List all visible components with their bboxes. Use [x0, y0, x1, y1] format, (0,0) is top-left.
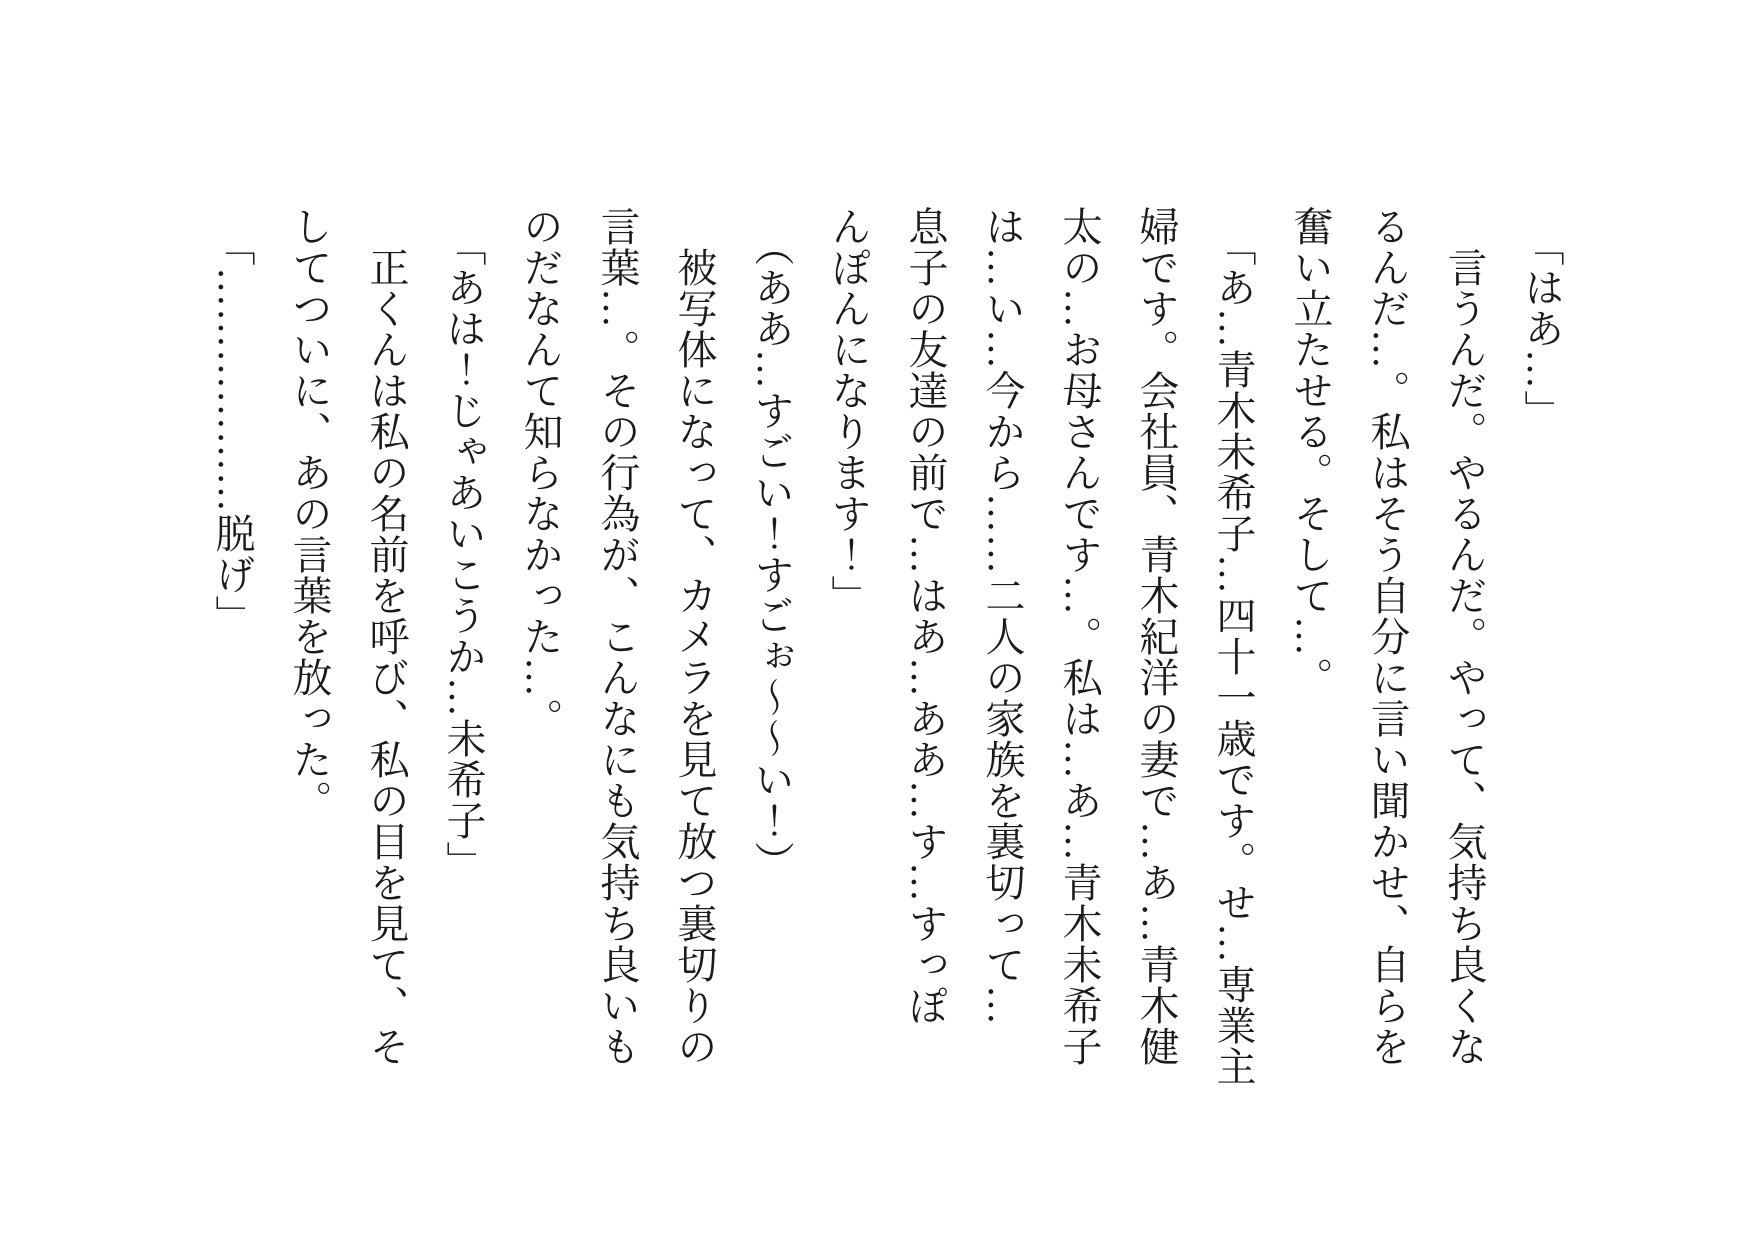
- text-line: 婦です。会社員、青木紀洋の妻で…あ…青木健: [1134, 206, 1179, 1067]
- vertical-text-block: [194, 206, 1580, 1086]
- text-line: 「あ…青木未希子…四十一歳です。せ…専業主: [1211, 226, 1256, 1087]
- text-line: は…い…今から……二人の家族を裏切って…: [980, 206, 1025, 1026]
- text-line: してついに、あの言葉を放った。: [287, 206, 332, 821]
- text-line: 言葉…。その行為が、こんなにも気持ち良いも: [595, 206, 640, 1067]
- text-line: 「………………脱げ」: [210, 226, 255, 636]
- text-line: 「はあ…」: [1519, 226, 1564, 431]
- text-line: 被写体になって、カメラを見て放つ裏切りの: [672, 247, 717, 1067]
- text-line: 奮い立たせる。そして…。: [1288, 206, 1333, 698]
- text-line: 「あは！じゃあいこうか…未希子」: [441, 226, 486, 882]
- text-line: 太の…お母さんです…。私は…あ…青木未希子: [1057, 206, 1102, 1067]
- text-line: んぽんになります！」: [826, 206, 871, 616]
- text-line: （ああ…すごい！すごぉ〜〜い！）: [749, 226, 794, 882]
- text-line: 息子の友達の前で…はあ…ああ…す…すっぽ: [903, 206, 948, 1026]
- text-line: 言うんだ。やるんだ。やって、気持ち良くな: [1442, 247, 1487, 1067]
- text-line: 正くんは私の名前を呼び、私の目を見て、そ: [364, 247, 409, 1067]
- text-line: のだなんて知らなかった…。: [518, 206, 563, 739]
- text-line: るんだ…。私はそう自分に言い聞かせ、自らを: [1365, 206, 1410, 1067]
